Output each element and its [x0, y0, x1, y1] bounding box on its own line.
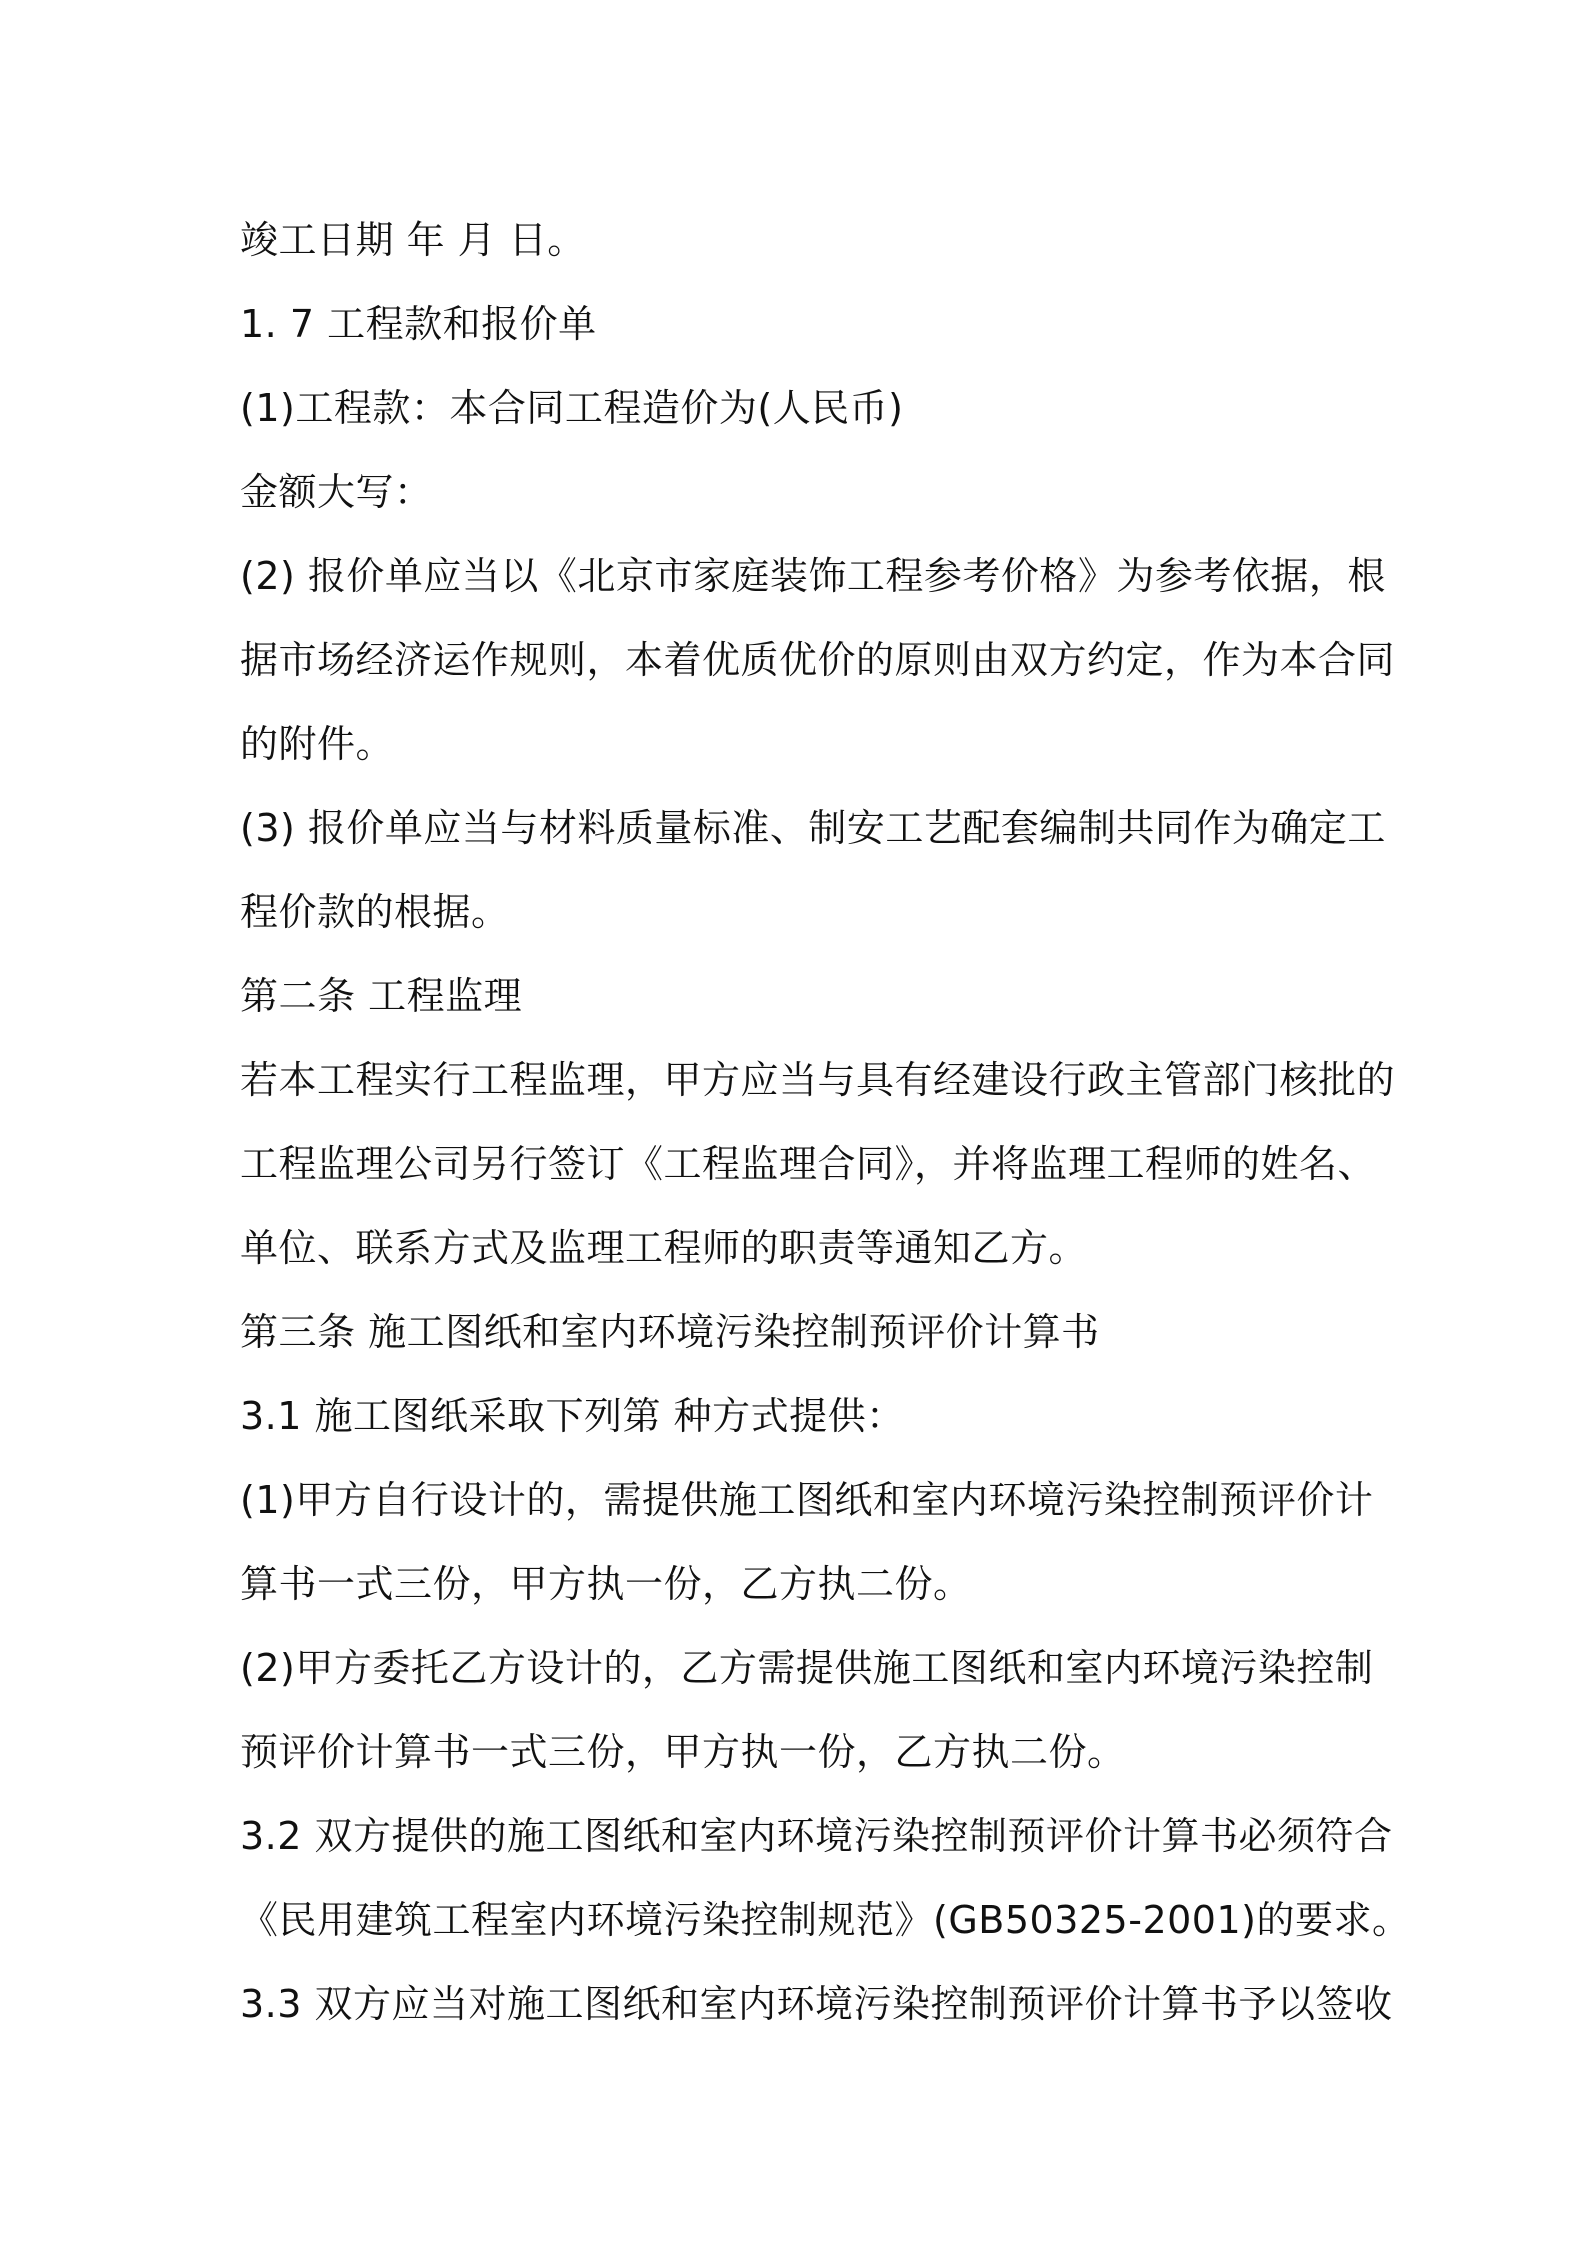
document-body — [240, 198, 1411, 2046]
paragraph-own-design-line-2: 算书一式三份，甲方执一份，乙方执二份。 — [240, 1562, 972, 1606]
article-heading-2: 第二条 工程监理 — [240, 974, 523, 1018]
paragraph-amount-in-words: 金额大写： — [240, 470, 433, 514]
paragraph-own-design-line-1: (1)甲方自行设计的，需提供施工图纸和室内环境污染控制预评价计 — [240, 1478, 1374, 1522]
paragraph-supervision-line-3: 单位、联系方式及监理工程师的职责等通知乙方。 — [240, 1226, 1088, 1270]
paragraph-quote-standard-line-1: (3) 报价单应当与材料质量标准、制安工艺配套编制共同作为确定工 — [240, 806, 1386, 850]
paragraph-quote-basis-line-1: (2) 报价单应当以《北京市家庭装饰工程参考价格》为参考依据，根 — [240, 554, 1386, 598]
paragraph-supervision-line-1: 若本工程实行工程监理，甲方应当与具有经建设行政主管部门核批的 — [240, 1058, 1396, 1102]
section-heading-3-1: 3.1 施工图纸采取下列第 种方式提供： — [240, 1394, 905, 1438]
paragraph-commissioned-design-line-2: 预评价计算书一式三份，甲方执一份，乙方执二份。 — [240, 1730, 1126, 1774]
paragraph-quote-standard-line-2: 程价款的根据。 — [240, 890, 510, 934]
paragraph-quote-basis-line-3: 的附件。 — [240, 722, 395, 766]
paragraph-quote-basis-line-2: 据市场经济运作规则，本着优质优价的原则由双方约定，作为本合同 — [240, 638, 1396, 682]
article-heading-3: 第三条 施工图纸和室内环境污染控制预评价计算书 — [240, 1310, 1100, 1354]
section-heading-1-7: 1. 7 工程款和报价单 — [240, 302, 597, 346]
paragraph-3-3-line-1: 3.3 双方应当对施工图纸和室内环境污染控制预评价计算书予以签收 — [240, 1982, 1393, 2026]
paragraph-supervision-line-2: 工程监理公司另行签订《工程监理合同》，并将监理工程师的姓名、 — [240, 1142, 1377, 1186]
paragraph-completion-date: 竣工日期 年 月 日。 — [240, 218, 586, 262]
paragraph-project-price: (1)工程款：本合同工程造价为(人民币) — [240, 386, 904, 430]
paragraph-3-2-line-2: 《民用建筑工程室内环境污染控制规范》(GB50325-2001)的要求。 — [240, 1898, 1411, 1942]
paragraph-3-2-line-1: 3.2 双方提供的施工图纸和室内环境污染控制预评价计算书必须符合 — [240, 1814, 1393, 1858]
paragraph-commissioned-design-line-1: (2)甲方委托乙方设计的，乙方需提供施工图纸和室内环境污染控制 — [240, 1646, 1374, 1690]
